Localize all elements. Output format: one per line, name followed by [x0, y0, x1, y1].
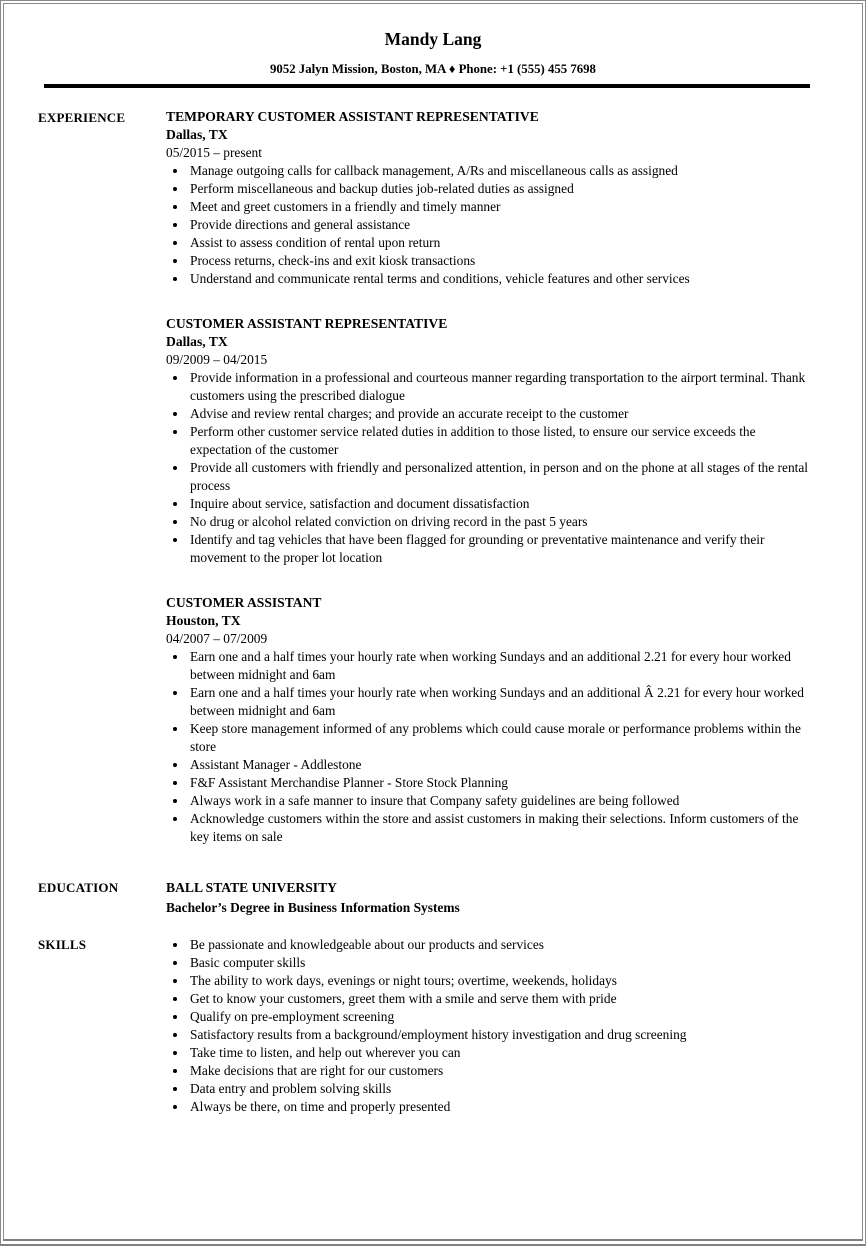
job-bullet: • Earn one and a half times your hourly rate when working Sundays and an additional 2.21 for every hour worked between midnight and 6am	[188, 648, 810, 684]
job-bullet: • Provide information in a professional and courteous manner regarding transportation to the airport terminal. Thank customers using the prescribed dialogue	[188, 369, 810, 405]
job-bullet: • Manage outgoing calls for callback management, A/Rs and miscellaneous calls as assigned	[188, 162, 810, 180]
job-bullet: • Provide directions and general assistance	[188, 216, 810, 234]
education-school: BALL STATE UNIVERSITY	[166, 880, 337, 895]
job-bullet: • Acknowledge customers within the store and assist customers in making their selections. Inform customers of the key items on sale	[188, 810, 810, 846]
job-title: TEMPORARY CUSTOMER ASSISTANT REPRESENTATIVE	[166, 109, 539, 124]
skill-bullet: • Data entry and problem solving skills	[188, 1080, 810, 1098]
job-location: Houston, TX	[166, 613, 241, 628]
job-entry-1	[166, 108, 810, 288]
experience-content	[166, 108, 810, 846]
job-bullet: • Identify and tag vehicles that have been flagged for grounding or preventative maintenance and verify their movement to the proper lot location	[188, 531, 810, 567]
skill-bullet: • The ability to work days, evenings or night tours; overtime, weekends, holidays	[188, 972, 810, 990]
skills-label: SKILLS	[38, 937, 87, 952]
header-divider	[44, 84, 810, 88]
skill-bullet: • Make decisions that are right for our customers	[188, 1062, 810, 1080]
job-bullet-list	[166, 369, 810, 567]
job-entry-2	[166, 315, 810, 567]
job-dates: 09/2009 – 04/2015	[166, 352, 268, 367]
job-bullet: • Perform miscellaneous and backup duties job-related duties as assigned	[188, 180, 810, 198]
skill-bullet: • Basic computer skills	[188, 954, 810, 972]
job-bullet: • Inquire about service, satisfaction and document dissatisfaction	[188, 495, 810, 513]
job-bullet: • No drug or alcohol related conviction on driving record in the past 5 years	[188, 513, 810, 531]
skill-bullet: • Always be there, on time and properly presented	[188, 1098, 810, 1116]
education-degree: Bachelor’s Degree in Business Information Systems	[166, 900, 460, 915]
job-dates: 05/2015 – present	[166, 145, 262, 160]
skill-bullet: • Get to know your customers, greet them with a smile and serve them with pride	[188, 990, 810, 1008]
resume-header	[4, 4, 862, 77]
job-bullet: • Process returns, check-ins and exit kiosk transactions	[188, 252, 810, 270]
job-bullet: • Assistant Manager - Addlestone	[188, 756, 810, 774]
skill-bullet: • Be passionate and knowledgeable about our products and services	[188, 936, 810, 954]
skill-bullet: • Qualify on pre-employment screening	[188, 1008, 810, 1026]
skills-section	[4, 935, 862, 1116]
skill-bullet: • Satisfactory results from a background/employment history investigation and drug screening	[188, 1026, 810, 1044]
contact-line: 9052 Jalyn Mission, Boston, MA ♦ Phone: +1 (555) 455 7698	[270, 62, 596, 76]
job-bullet: • Assist to assess condition of rental upon return	[188, 234, 810, 252]
job-bullet: • Meet and greet customers in a friendly and timely manner	[188, 198, 810, 216]
job-bullet: • Earn one and a half times your hourly rate when working Sundays and an additional Â 2.21 for every hour worked between midnight and 6am	[188, 684, 810, 720]
job-entry-3	[166, 594, 810, 846]
education-content	[166, 878, 810, 917]
education-section	[4, 878, 862, 917]
experience-section	[4, 108, 862, 846]
job-bullet-list	[166, 162, 810, 288]
experience-label: EXPERIENCE	[38, 110, 126, 125]
job-bullet: • F&F Assistant Merchandise Planner - Store Stock Planning	[188, 774, 810, 792]
job-bullet: • Always work in a safe manner to insure that Company safety guidelines are being followed	[188, 792, 810, 810]
skills-content	[166, 935, 810, 1116]
education-label: EDUCATION	[38, 880, 119, 895]
job-bullet: • Keep store management informed of any problems which could cause morale or performance problems within the store	[188, 720, 810, 756]
skill-bullet: • Take time to listen, and help out wherever you can	[188, 1044, 810, 1062]
job-location: Dallas, TX	[166, 334, 228, 349]
candidate-name: Mandy Lang	[384, 29, 482, 49]
job-bullet: • Advise and review rental charges; and provide an accurate receipt to the customer	[188, 405, 810, 423]
job-bullet-list	[166, 648, 810, 846]
job-dates: 04/2007 – 07/2009	[166, 631, 268, 646]
job-location: Dallas, TX	[166, 127, 228, 142]
job-bullet: • Provide all customers with friendly and personalized attention, in person and on the phone at all stages of the rental process	[188, 459, 810, 495]
job-bullet: • Understand and communicate rental terms and conditions, vehicle features and other services	[188, 270, 810, 288]
job-title: CUSTOMER ASSISTANT REPRESENTATIVE	[166, 316, 448, 331]
skills-bullet-list	[166, 936, 810, 1116]
job-bullet: • Perform other customer service related duties in addition to those listed, to ensure our service exceeds the expectation of the customer	[188, 423, 810, 459]
job-title: CUSTOMER ASSISTANT	[166, 595, 322, 610]
